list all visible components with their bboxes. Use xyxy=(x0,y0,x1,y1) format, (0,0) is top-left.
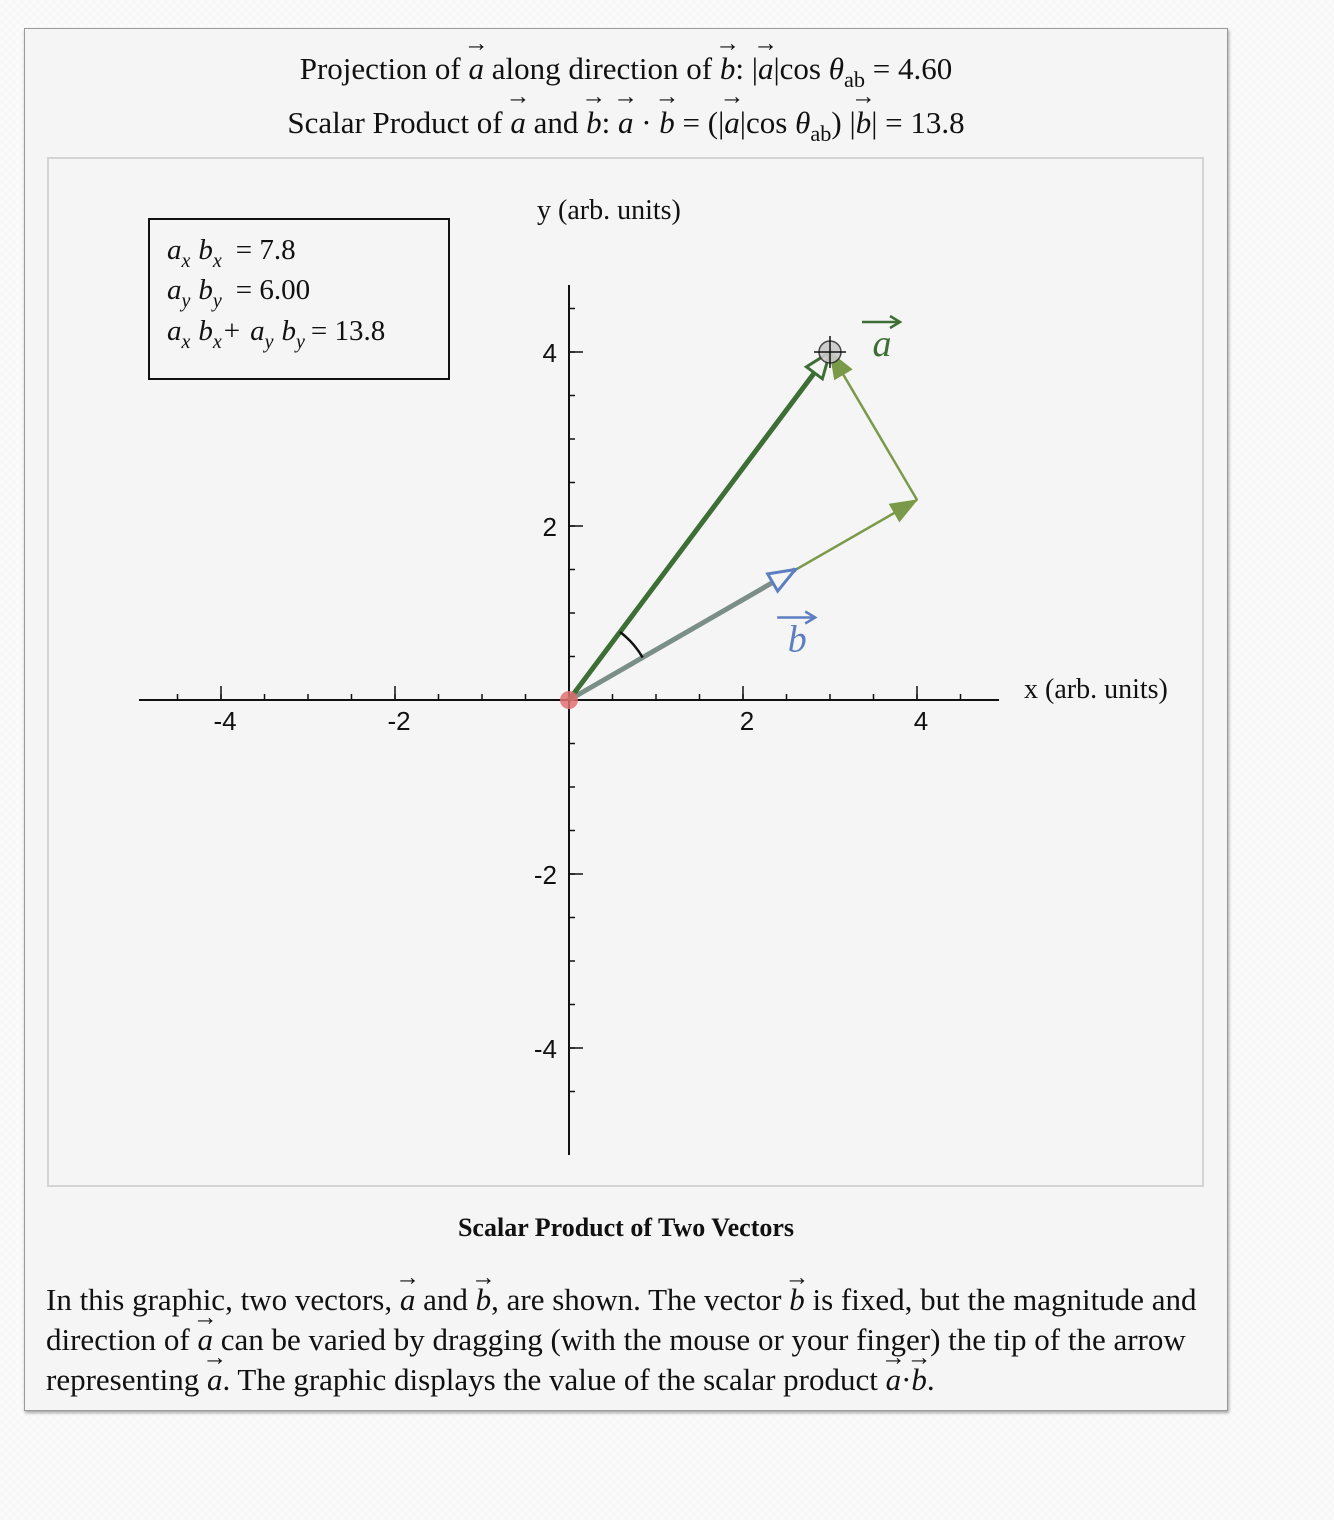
header xyxy=(25,47,1227,155)
theta-subscript: ab xyxy=(810,120,832,146)
vector-b-label: b xyxy=(787,618,807,661)
x-tick-label: 2 xyxy=(739,706,755,736)
angle-arc xyxy=(620,632,643,658)
vector-a-symbol: a → xyxy=(758,47,774,90)
description-text: . The graphic displays the value of the scalar product xyxy=(222,1362,878,1397)
colon: : xyxy=(735,51,744,86)
description-text: In this graphic, two vectors, xyxy=(46,1282,393,1317)
demo-panel xyxy=(24,28,1228,1411)
cos-text: cos xyxy=(779,51,821,86)
plot-area xyxy=(47,157,1204,1187)
vector-a-symbol: a → xyxy=(207,1360,223,1400)
scalar-product-label: Scalar Product of xyxy=(287,104,503,140)
projection-label: Projection of xyxy=(299,51,461,86)
abs-a: |a →| xyxy=(752,51,780,86)
vector-b-arrow xyxy=(569,570,795,701)
demo-caption: Scalar Product of Two Vectors xyxy=(457,1213,795,1242)
description-text: is fixed, but the magnitude and direction of xyxy=(46,1282,1197,1357)
x-axis-label: x (arb. units) xyxy=(1024,674,1168,705)
vector-b-symbol: b → xyxy=(586,101,602,144)
x-tick-label: -2 xyxy=(387,706,411,736)
description-text: can be varied by dragging (with the mouse or your finger) the tip of the arrow representing xyxy=(46,1322,1186,1397)
theta-subscript: ab xyxy=(843,66,866,92)
vector-a-symbol: a → xyxy=(510,101,526,144)
theta-symbol: θ xyxy=(828,51,844,86)
origin-point xyxy=(560,691,578,709)
projection-mid-text: along direction of xyxy=(491,51,713,86)
vector-b-symbol: b → xyxy=(720,47,736,90)
abs-a-cos-group: (|a →|cos $\theta_{ab}$) xyxy=(708,105,842,140)
vector-plot xyxy=(49,159,1202,1185)
projection-value: = 4.60 xyxy=(872,51,953,86)
vector-a-symbol: a → xyxy=(198,1320,214,1360)
scalar-product-value: = 13.8 xyxy=(885,104,965,140)
legend-row-y: $a_y$ $b_y = 6.00$ xyxy=(167,274,311,312)
vector-b-symbol: b → xyxy=(856,101,872,144)
x-tick-label: -4 xyxy=(213,706,237,736)
description xyxy=(46,1280,1211,1400)
vector-a-symbol: a → xyxy=(886,1360,902,1400)
legend-row-x: $a_x$ $b_x = 7.8$ xyxy=(167,234,296,272)
vector-b-symbol: b → xyxy=(659,101,675,144)
component-legend xyxy=(149,219,449,379)
parallel-component-arrow-head xyxy=(889,500,917,522)
description-text: , are shown. The vector xyxy=(491,1282,782,1317)
description-text: and xyxy=(423,1282,468,1317)
vector-a-label: a xyxy=(872,323,892,365)
legend-row-sum: $a_x$ $b_x+ a_y$ $b_y = 13.8$ xyxy=(167,315,386,353)
scalar-product-line: Scalar Product of a → and b →: a → · b → = (|a →|cos $\theta_{ab}$) |b →| = 13.8 xyxy=(25,101,1227,155)
colon: : xyxy=(601,104,611,140)
x-tick-labels xyxy=(213,706,928,736)
vector-a-symbol: a → xyxy=(468,47,484,90)
dot-operator: · xyxy=(641,104,652,140)
vector-b-symbol: b → xyxy=(789,1280,805,1320)
x-tick-label: 4 xyxy=(913,706,929,736)
description-text: . xyxy=(926,1362,935,1397)
y-tick-label: -2 xyxy=(533,860,557,890)
vector-b-arrow-head xyxy=(768,570,796,592)
y-axis-label: y (arb. units) xyxy=(537,195,681,226)
vector-b-symbol: b → xyxy=(476,1280,492,1320)
vector-b-symbol: b → xyxy=(911,1360,927,1400)
y-tick-label: -4 xyxy=(533,1034,557,1064)
theta-symbol: θ xyxy=(795,104,811,140)
vectors xyxy=(560,316,917,709)
y-tick-label: 2 xyxy=(542,512,557,542)
equals-sign: = xyxy=(682,104,701,140)
vector-a-symbol: a → xyxy=(400,1280,416,1320)
cos-text: cos xyxy=(746,104,788,140)
y-tick-label: 4 xyxy=(542,338,557,368)
dot-operator: · xyxy=(901,1362,912,1397)
vector-a-symbol: a → xyxy=(724,101,740,144)
vector-a-symbol: a → xyxy=(618,101,634,144)
and-text: and xyxy=(533,104,579,140)
